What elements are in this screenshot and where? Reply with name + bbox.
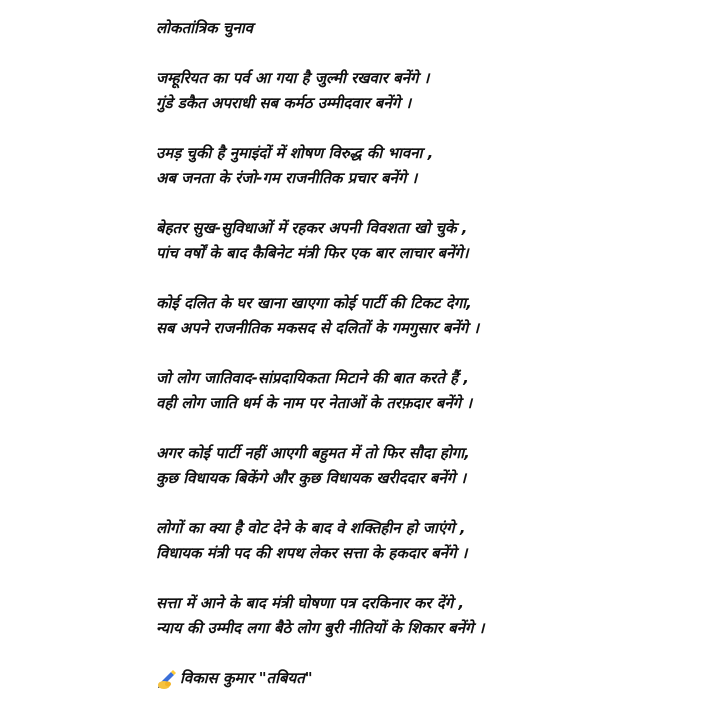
verse-line: अब जनता के रंजो-गम राजनीतिक प्रचार बनेंगे । [156, 169, 418, 187]
author-name: विकास कुमार "तबियत" [180, 669, 313, 687]
verse-line: जो लोग जातिवाद-सांप्रदायिकता मिटाने की बात करते हैं , [156, 369, 470, 387]
stanza [156, 441, 576, 491]
poem-page [156, 16, 576, 691]
verse-line: कोई दलित के घर खाना खाएगा कोई पार्टी की टिकट देगा, [156, 294, 472, 312]
stanza [156, 291, 576, 341]
verse-line: पांच वर्षों के बाद कैबिनेट मंत्री फिर एक बार लाचार बनेंगे। [156, 244, 469, 262]
verse-line: सत्ता में आने के बाद मंत्री घोषणा पत्र दरकिनार कर देंगे , [156, 594, 465, 612]
writing-hand-icon [156, 668, 178, 690]
verse-line: सब अपने राजनीतिक मकसद से दलितों के गमगुसार बनेंगे । [156, 319, 480, 337]
poem-title: लोकतांत्रिक चुनाव [156, 19, 253, 37]
stanza [156, 141, 576, 191]
author-signature [156, 666, 576, 691]
verse-line: अगर कोई पार्टी नहीं आएगी बहुमत में तो फिर सौदा होगा, [156, 444, 470, 462]
verse-line: जम्हूरियत का पर्व आ गया है जुल्मी रखवार बनेंगे । [156, 69, 430, 87]
stanza [156, 516, 576, 566]
verse-line: कुछ विधायक बिकेंगे और कुछ विधायक खरीददार बनेंगे । [156, 469, 467, 487]
stanza [156, 366, 576, 416]
verse-line: लोगों का क्या है वोट देने के बाद वे शक्तिहीन हो जाएंगे , [156, 519, 466, 537]
verse-line: बेहतर सुख-सुविधाओं में रहकर अपनी विवशता खो चुके , [156, 219, 468, 237]
verse-line: न्याय की उम्मीद लगा बैठे लोग बुरी नीतियों के शिकार बनेंगे । [156, 619, 485, 637]
stanza [156, 66, 576, 116]
verse-line: विधायक मंत्री पद की शपथ लेकर सत्ता के हकदार बनेंगे । [156, 544, 468, 562]
verse-line: गुंडे डकैत अपराधी सब कर्मठ उम्मीदवार बनेंगे । [156, 94, 412, 112]
verse-line: उमड़ चुकी है नुमाइंदों में शोषण विरुद्ध की भावना , [156, 144, 434, 162]
verse-line: वही लोग जाति धर्म के नाम पर नेताओं के तरफ़दार बनेंगे । [156, 394, 473, 412]
stanza [156, 591, 576, 641]
stanza [156, 216, 576, 266]
